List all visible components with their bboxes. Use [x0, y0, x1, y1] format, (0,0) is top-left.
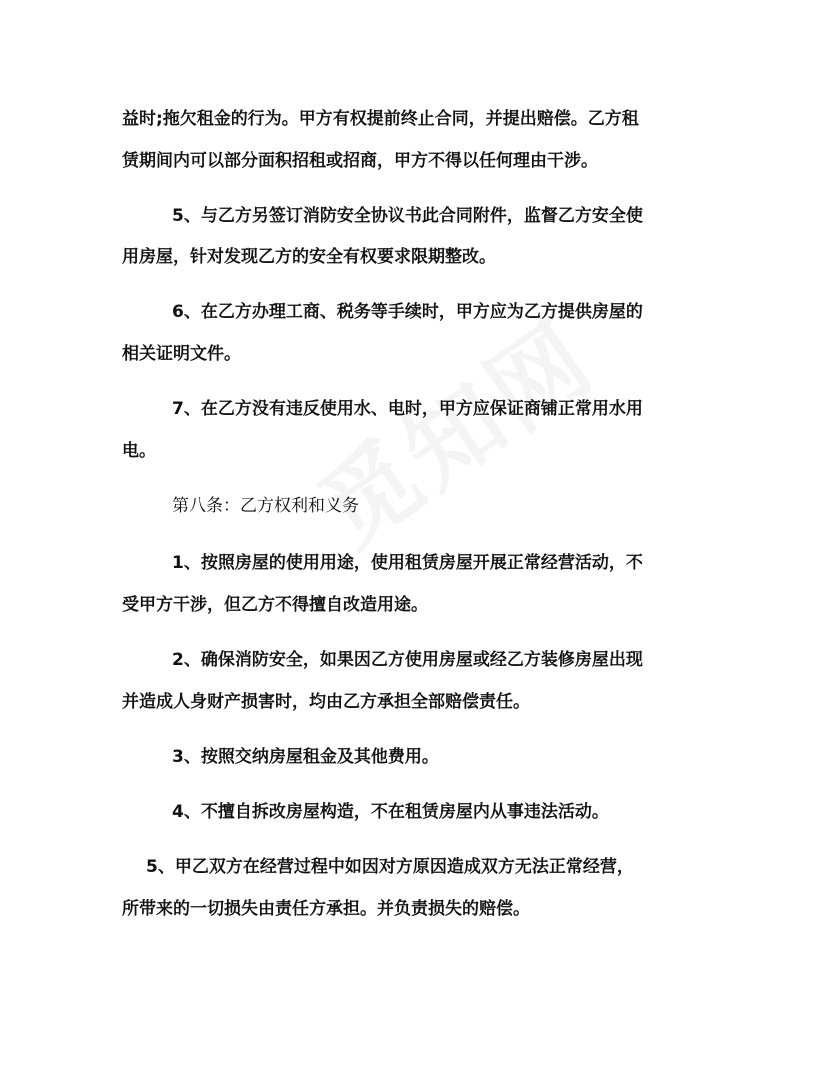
- paragraph-line: 受甲方干涉，但乙方不得擅自改造用途。: [122, 595, 428, 615]
- paragraph-line: 4、不擅自拆改房屋构造，不在租赁房屋内从事违法活动。: [172, 802, 609, 822]
- paragraph-line: 电。: [122, 441, 156, 461]
- paragraph-line: 赁期间内可以部分面积招租或招商，甲方不得以任何理由干涉。: [122, 151, 598, 171]
- paragraph-line: 用房屋，针对发现乙方的安全有权要求限期整改。: [122, 247, 496, 267]
- paragraph-line: 6、在乙方办理工商、税务等手续时，甲方应为乙方提供房屋的: [172, 302, 643, 322]
- paragraph-line: 益时;拖欠租金的行为。甲方有权提前终止合同，并提出赔偿。乙方租: [122, 109, 639, 129]
- paragraph-line: 7、在乙方没有违反使用水、电时，甲方应保证商铺正常用水用: [172, 399, 643, 419]
- paragraph-line: 1、按照房屋的使用用途，使用租赁房屋开展正常经营活动，不: [172, 553, 643, 573]
- paragraph-line: 并造成人身财产损害时，均由乙方承担全部赔偿责任。: [122, 692, 530, 712]
- section-heading: 第八条：乙方权利和义务: [172, 496, 359, 516]
- paragraph-line: 2、确保消防安全，如果因乙方使用房屋或经乙方装修房屋出现: [172, 650, 643, 670]
- paragraph-line: 5、与乙方另签订消防安全协议书此合同附件，监督乙方安全使: [172, 206, 643, 226]
- paragraph-line: 相关证明文件。: [122, 344, 241, 364]
- paragraph-line: 所带来的一切损失由责任方承担。并负责损失的赔偿。: [122, 899, 530, 919]
- paragraph-line: 3、按照交纳房屋租金及其他费用。: [172, 747, 439, 767]
- paragraph-line: 5、甲乙双方在经营过程中如因对方原因造成双方无法正常经营，: [146, 857, 634, 877]
- watermark: [288, 285, 617, 573]
